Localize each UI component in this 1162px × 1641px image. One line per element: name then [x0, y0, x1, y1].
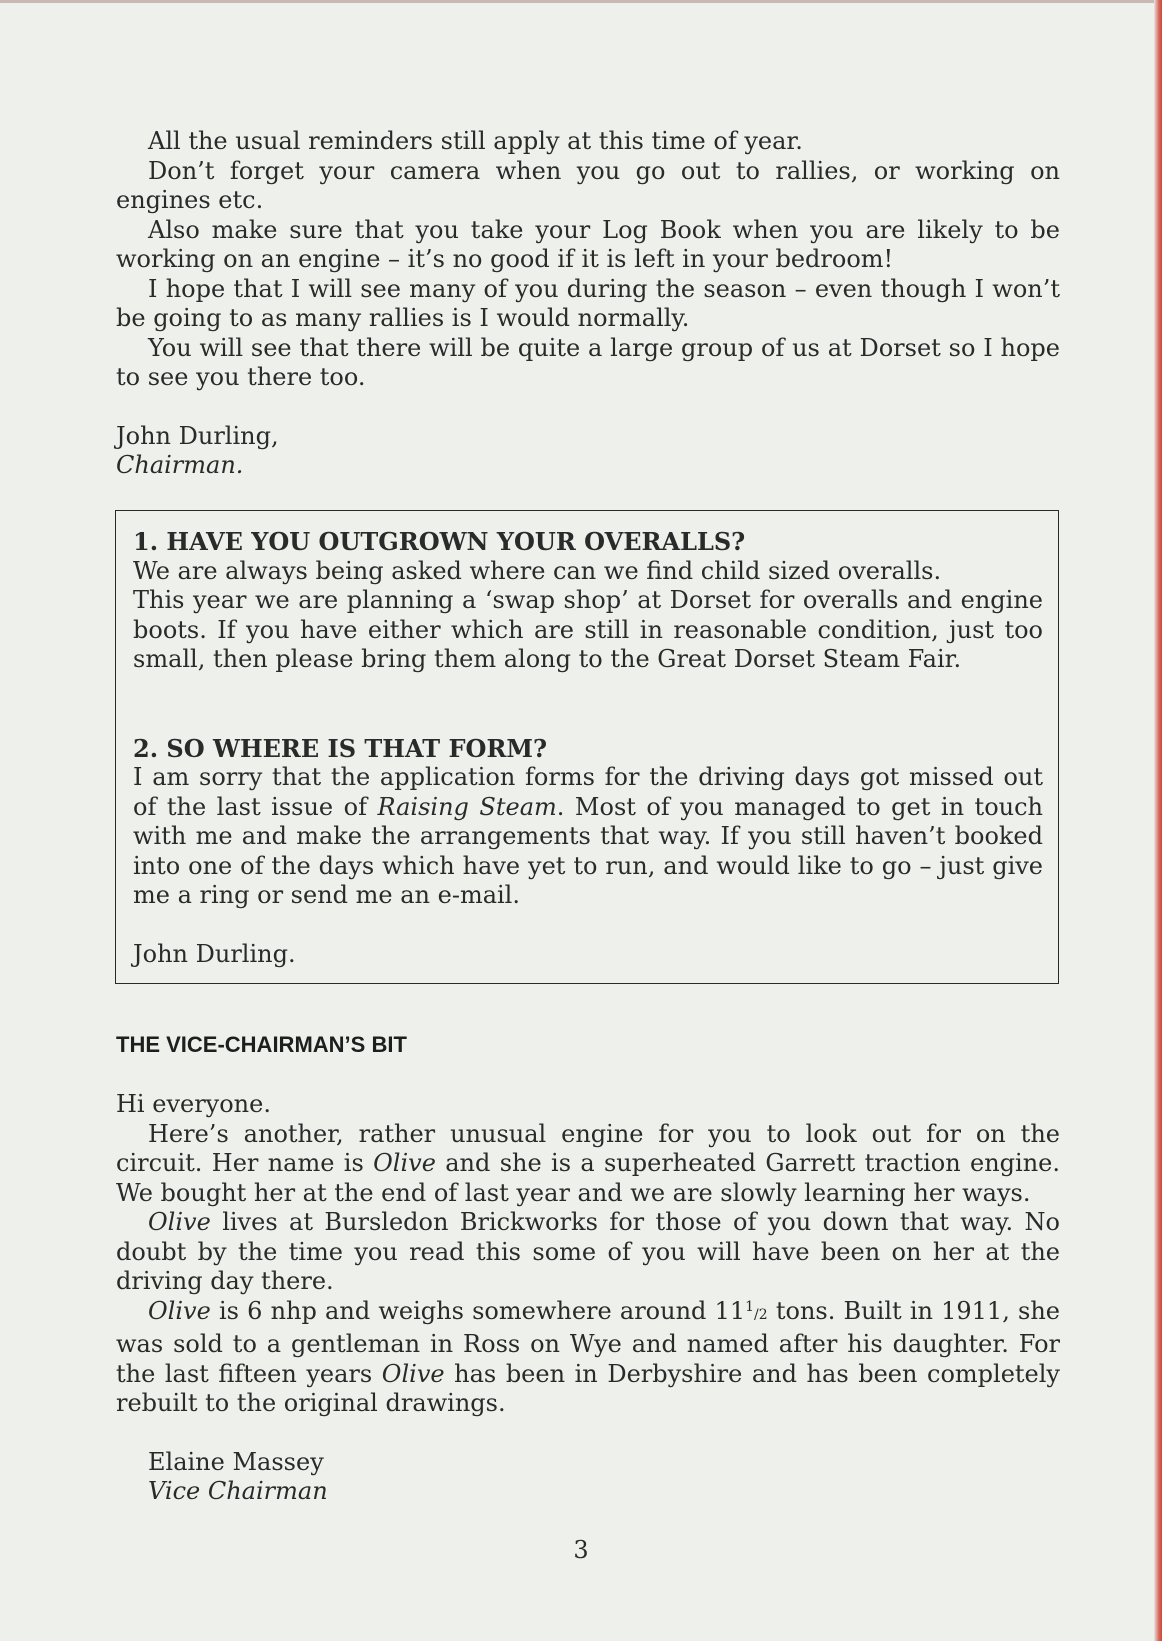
- vice-p3-text-a: is 6 nhp and weighs somewhere around 11: [210, 1296, 746, 1325]
- vice-paragraph-3: Olive is 6 nhp and weighs somewhere around $11^1/2$ tons. Built in 1911, she was sold to a gentleman in Ross on Wye and named after his daughter. For the last fifteen years Olive has been in Derbyshire and has been completely rebuilt to the original drawings.: [116, 1296, 1060, 1417]
- chairman-title: Chairman.: [116, 451, 244, 479]
- intro-paragraph-3: Also make sure that you take your Log Book when you are likely to be working on an engine – it’s no good if it is left in your bedroom!: [116, 215, 1060, 273]
- vice-chairman-signature: [116, 1448, 1060, 1507]
- vice-p3-text-c: has been in Derbyshire and has been completely rebuilt to the original drawings.: [116, 1359, 1060, 1417]
- notice-item-1-heading: 1. HAVE YOU OUTGROWN YOUR OVERALLS?: [133, 527, 746, 556]
- vice-p2-text: lives at Bursledon Brickworks for those of you down that way. No doubt by the time you read this some of you will have been on her at the driving day there.: [116, 1208, 1060, 1295]
- vice-p1-text-a: Here’s another, rather unusual engine for you to look out for on the circuit. Her name is: [116, 1119, 1060, 1177]
- page-number: 3: [573, 1536, 589, 1564]
- page-binding-edge: [1154, 0, 1162, 1641]
- notice-item-1-paragraph: This year we are planning a ‘swap shop’ at Dorset for overalls and engine boots. If you have either which are still in reasonable condition, just too small, then please bring them along to the Great Dorset Steam Fair.: [133, 586, 1043, 673]
- vice-paragraph-2: [116, 1208, 1060, 1297]
- engine-name: Olive: [148, 1296, 211, 1325]
- magazine-title: Raising Steam: [377, 792, 557, 821]
- vice-chairman-title: Vice Chairman: [148, 1477, 328, 1505]
- engine-name: Olive: [373, 1149, 436, 1177]
- vice-chairman-block: [116, 1090, 1060, 1507]
- page-top-edge: [0, 0, 1162, 3]
- chairman-closing-block: [116, 127, 1060, 481]
- notice-signature: John Durling.: [133, 939, 296, 968]
- fraction-denominator: 2: [758, 1306, 768, 1323]
- notice-item-2-text-a: I am sorry that the application forms for the driving days got missed out of the last issue of: [133, 763, 1043, 821]
- fraction-numerator: 1: [745, 1298, 755, 1315]
- vice-greeting: Hi everyone.: [116, 1090, 271, 1118]
- notice-box: [115, 510, 1059, 984]
- vice-paragraph-1: [116, 1120, 1060, 1209]
- intro-paragraph-1: All the usual reminders still apply at this time of year.: [148, 127, 803, 155]
- vice-p3-text-b: tons. Built in 1911, she was sold to a gentleman in Ross on Wye and named after his daughter. For the last fifteen years: [116, 1296, 1060, 1388]
- engine-name: Olive: [381, 1359, 445, 1388]
- intro-paragraph-2: Don’t forget your camera when you go out to rallies, or working on engines etc.: [116, 156, 1060, 214]
- vice-chairman-heading: THE VICE-CHAIRMAN’S BIT: [116, 1032, 407, 1057]
- chairman-signature: [116, 422, 1060, 481]
- engine-name: Olive: [148, 1208, 211, 1236]
- notice-item-2-text-b: . Most of you managed to get in touch with me and make the arrangements that way. If you still haven’t booked into one of the days which have yet to run, and would like to go – just give me a ring or send me an e-mail.: [133, 792, 1043, 909]
- intro-paragraph-5: You will see that there will be quite a large group of us at Dorset so I hope to see you there too.: [116, 333, 1060, 391]
- notice-item-1-line: We are always being asked where can we find child sized overalls.: [133, 556, 942, 585]
- intro-paragraph-4: I hope that I will see many of you during the season – even though I won’t be going to as many rallies is I would normally.: [116, 274, 1060, 332]
- notice-item-2-paragraph: [133, 763, 1043, 911]
- notice-item-2-heading: 2. SO WHERE IS THAT FORM?: [133, 733, 548, 763]
- chairman-name: John Durling,: [116, 421, 279, 450]
- vice-chairman-name: Elaine Massey: [148, 1447, 324, 1476]
- vice-p1-text-b: and she is a superheated Garrett traction engine. We bought her at the end of last year and we are slowly learning her ways.: [116, 1149, 1060, 1207]
- notice-content: [133, 527, 1043, 969]
